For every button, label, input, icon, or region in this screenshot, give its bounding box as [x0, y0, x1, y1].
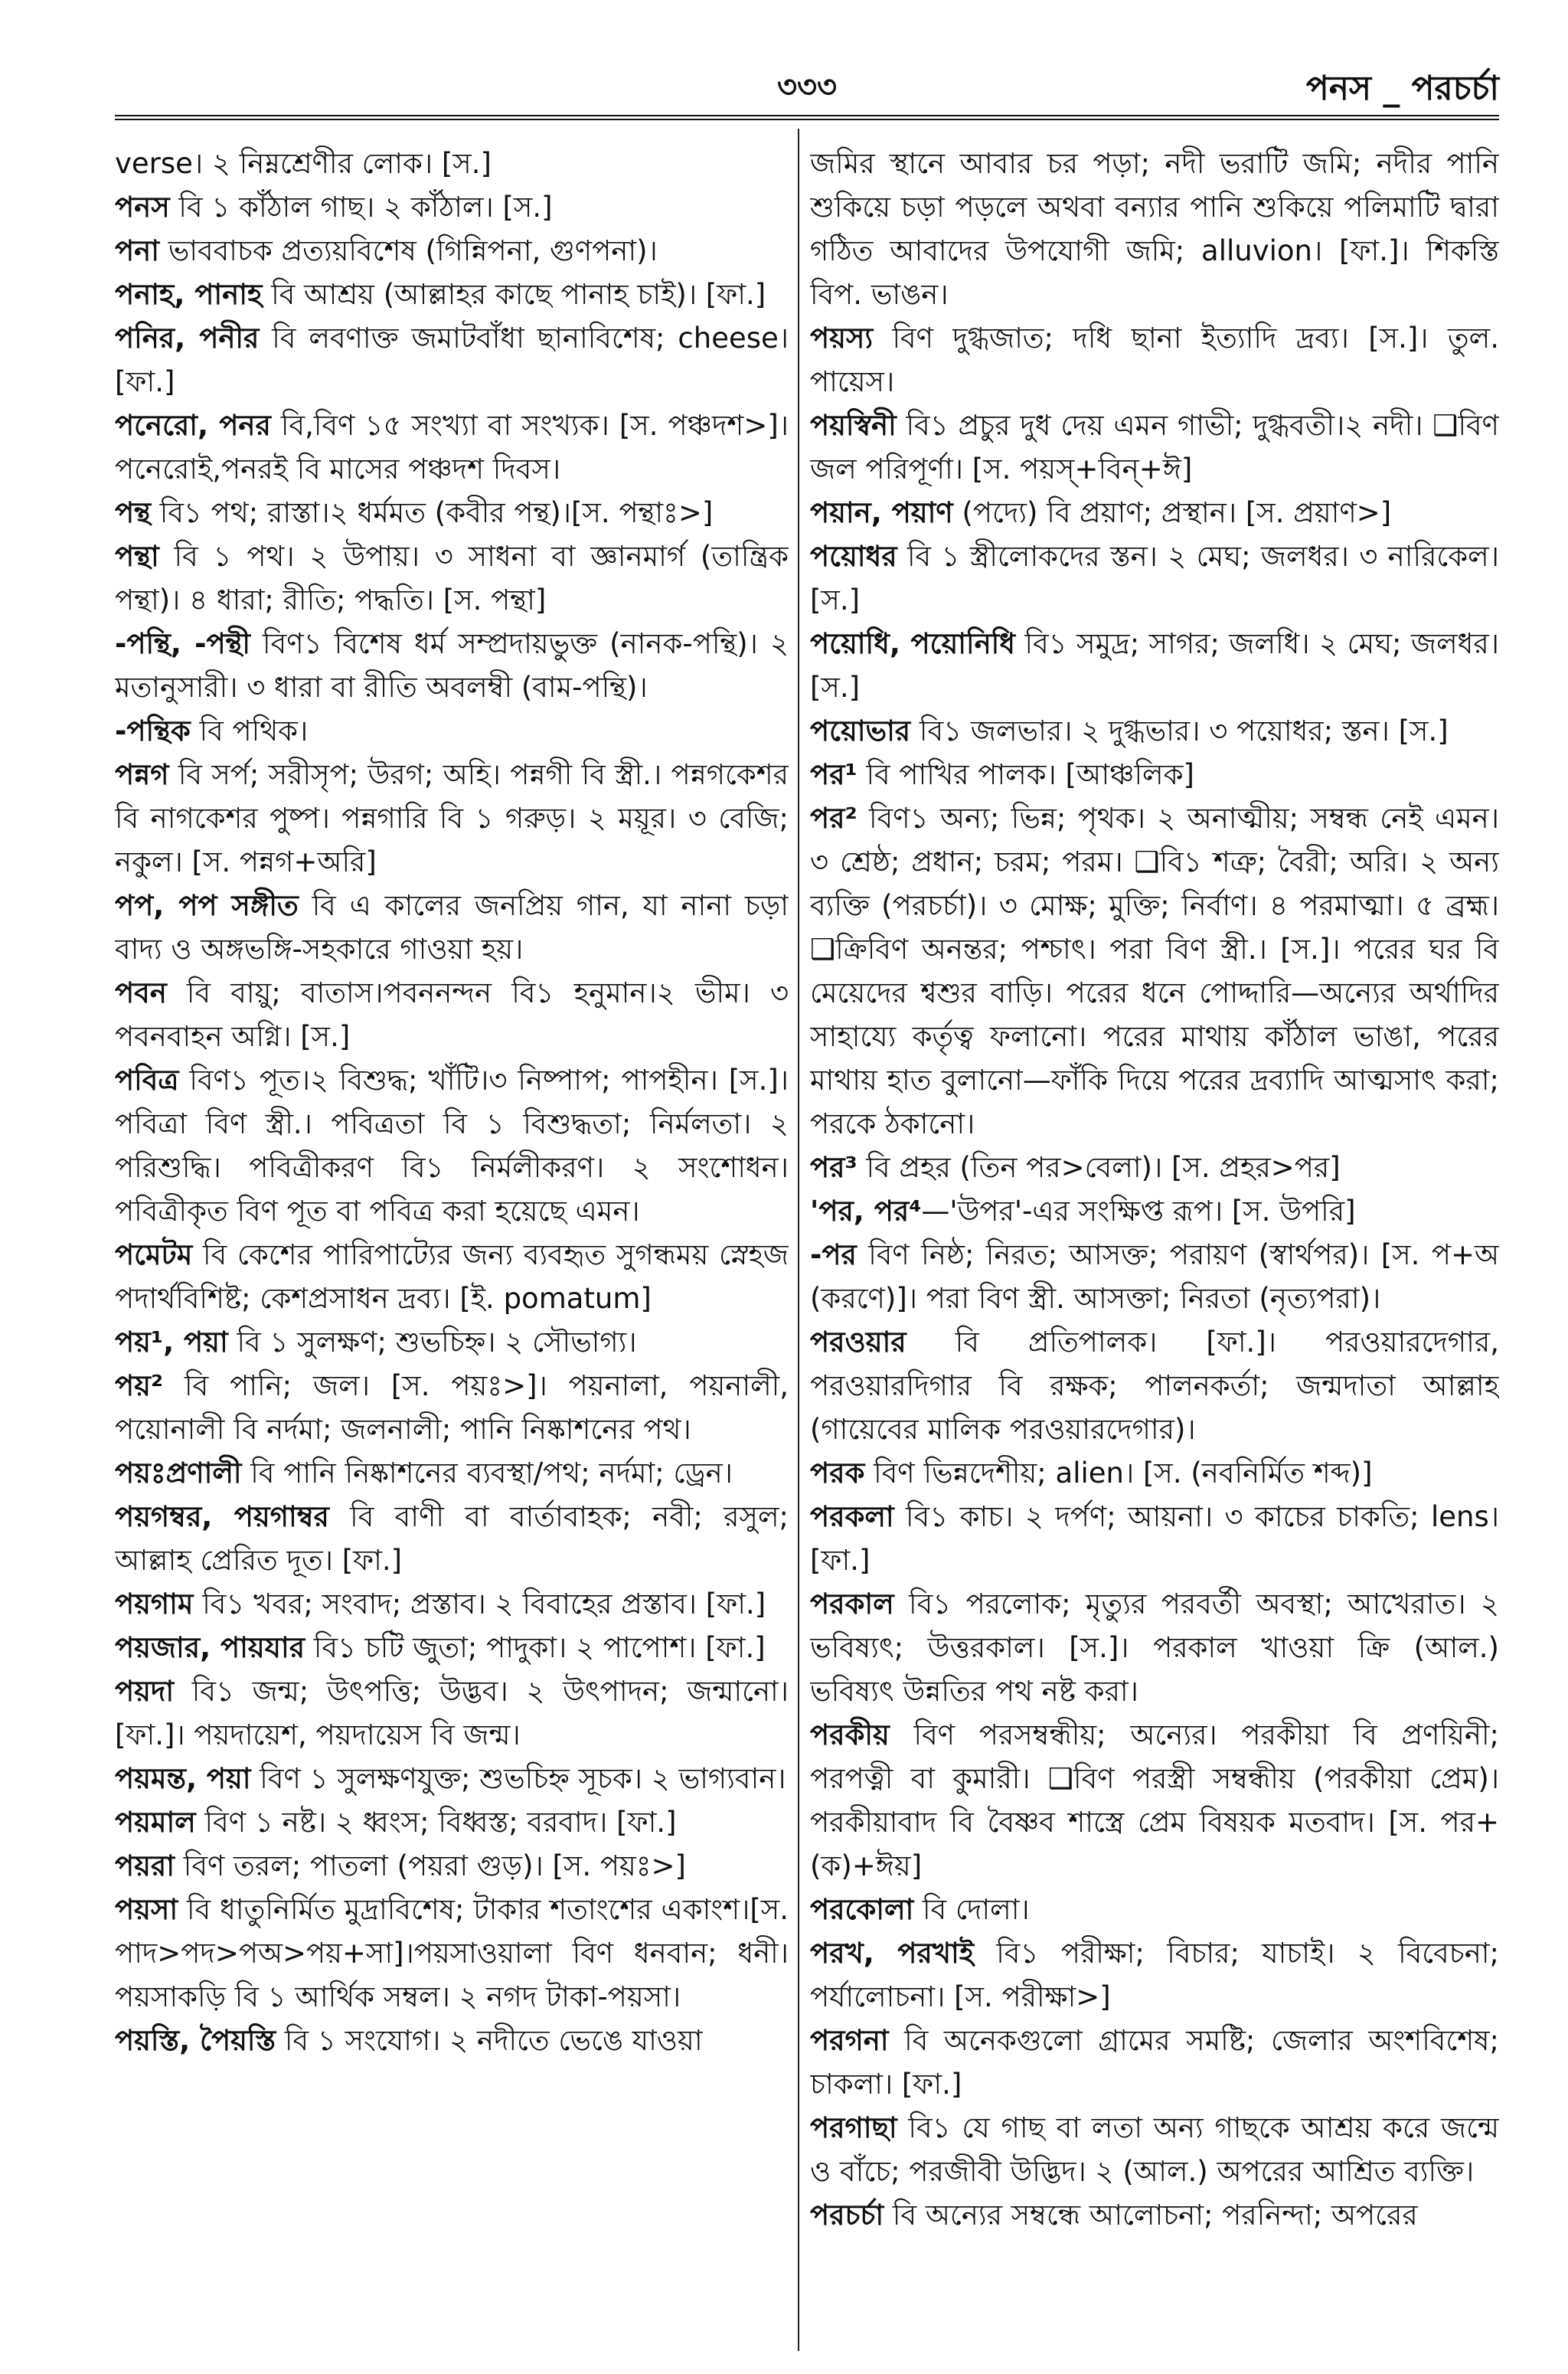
- dictionary-entry: [810, 1233, 1499, 1320]
- entry-headword: -পন্থি, -পন্থী: [115, 627, 251, 660]
- dictionary-entry: [115, 273, 789, 316]
- entry-headword: পনির, পনীর: [115, 322, 260, 355]
- dictionary-entry: [810, 1495, 1499, 1582]
- entry-definition: (পদ্যে) বি প্রয়াণ; প্রস্থান। [স. প্রয়াণ>]: [952, 496, 1392, 529]
- dictionary-entry: [810, 1146, 1499, 1189]
- entry-definition: বিণ ১ নষ্ট। ২ ধ্বংস; বিধ্বস্ত; বরবাদ। [ফা.]: [195, 1806, 677, 1839]
- dictionary-entry: [810, 2019, 1499, 2106]
- dictionary-entry: [115, 709, 789, 753]
- dictionary-entry: [810, 1888, 1499, 1931]
- guide-words: পনস _ পরচর্চা: [1305, 69, 1499, 108]
- entry-definition: বি পথিক।: [190, 714, 309, 747]
- dictionary-entry: [115, 316, 789, 404]
- entry-definition: বি১ কাচ। ২ দর্পণ; আয়না। ৩ কাচের চাকতি; lens। [ফা.]: [810, 1500, 1499, 1577]
- entry-definition: বি১ প্রচুর দুধ দেয় এমন গাভী; দুগ্ধবতী।২ নদী। ❑বিণ জল পরিপূর্ণা। [স. পয়স্+বিন্+ঈ]: [810, 409, 1499, 486]
- entry-headword: -পন্থিক: [115, 714, 191, 747]
- dictionary-entry: [115, 1320, 789, 1364]
- entry-definition: বি দোলা।: [913, 1893, 1030, 1926]
- entry-definition: বি বাণী বা বার্তাবাহক; নবী; রসুল; আল্লাহ প্রেরিত দূত। [ফা.]: [115, 1500, 789, 1577]
- entry-definition: বিণ পরসম্বন্ধীয়; অন্যের। পরকীয়া বি প্রণয়িনী; পরপত্নী বা কুমারী। ❑বিণ পরস্ত্রী সম্বন্ধীয় (পরকীয়া প্রেম)। পরকীয়াবাদ বি বৈষ্ণব শাস্ত্রে প্রেম বিষয়ক মতবাদ। [স. পর+(ক)+ঈয়]: [810, 1718, 1499, 1882]
- entry-headword: পয়স্য: [810, 322, 874, 355]
- dictionary-entry: [115, 1844, 789, 1888]
- entry-headword: পরখ, পরখাই: [810, 1937, 974, 1970]
- entry-headword: পন্থ: [115, 496, 151, 529]
- dictionary-entry: [115, 1451, 789, 1495]
- entry-headword: পয়স্তি, পৈয়স্তি: [115, 2024, 276, 2057]
- entry-definition: বি১ খবর; সংবাদ; প্রস্তাব। ২ বিবাহের প্রস্তাব। [ফা.]: [193, 1588, 766, 1620]
- entry-headword: পয়গম্বর, পয়গাম্বর: [115, 1500, 329, 1533]
- entry-definition: বিণ তরল; পাতলা (পয়রা গুড়)। [স. পয়ঃ>]: [175, 1849, 686, 1882]
- entry-definition: বি বায়ু; বাতাস।পবননন্দন বি১ হনুমান।২ ভীম। ৩ পবনবাহন অগ্নি। [স.]: [115, 976, 789, 1053]
- entry-definition: বি পানি নিষ্কাশনের ব্যবস্থা/পথ; নর্দমা; ড্রেন।: [241, 1457, 733, 1489]
- entry-headword: পন্থা: [115, 540, 159, 573]
- entry-headword: পয়মন্ত, পয়া: [115, 1762, 251, 1795]
- entry-headword: পয়ান, পয়াণ: [810, 496, 953, 529]
- entry-definition: বি প্রহর (তিন পর>বেলা)। [স. প্রহর>পর]: [857, 1151, 1341, 1184]
- entry-headword: পরগনা: [810, 2024, 889, 2057]
- entry-definition: বি১ যে গাছ বা লতা অন্য গাছকে আশ্রয় করে জন্মে ও বাঁচে; পরজীবী উদ্ভিদ। ২ (আল.) অপরের আশ্রিত ব্যক্তি।: [810, 2111, 1499, 2188]
- entry-definition: বি এ কালের জনপ্রিয় গান, যা নানা চড়া বাদ্য ও অঙ্গভঙ্গি-সহকারে গাওয়া হয়।: [115, 889, 789, 966]
- dictionary-entry: [810, 535, 1499, 622]
- entry-definition: বি১ সমুদ্র; সাগর; জলধি। ২ মেঘ; জলধর। [স.]: [810, 627, 1499, 704]
- dictionary-entry: [115, 971, 789, 1058]
- entry-definition: বিণ ভিন্নদেশীয়; alien। [স. (নবনির্মিত শব্দ)]: [864, 1457, 1373, 1489]
- entry-definition: বিণ১ অন্য; ভিন্ন; পৃথক। ২ অনাত্মীয়; সম্বন্ধ নেই এমন। ৩ শ্রেষ্ঠ; প্রধান; চরম; পরম। ❑বি১ শত্রু; বৈরী; অরি। ২ অন্য ব্যক্তি (পরচর্চা)। ৩ মোক্ষ; মুক্তি; নির্বাণ। ৪ পরমাত্মা। ৫ ব্রহ্ম। ❑ক্রিবিণ অনন্তর; পশ্চাৎ। পরা বিণ স্ত্রী.। [স.]। পরের ঘর বি মেয়েদের শ্বশুর বাড়ি। পরের ধনে পোদ্দারি—অন্যের অর্থাদির সাহায্যে কর্তৃত্ব ফলানো। পরের মাথায় কাঁঠাল ভাঙা, পরের মাথায় হাত বুলানো—ফাঁকি দিয়ে পরের দ্রব্যাদি আত্মসাৎ করা; পরকে ঠকানো।: [810, 802, 1499, 1140]
- dictionary-entry: [115, 491, 789, 535]
- dictionary-entry: [115, 1582, 789, 1626]
- entry-headword: পরকোলা: [810, 1893, 914, 1926]
- dictionary-entry: [115, 1800, 789, 1844]
- dictionary-entry: [115, 1058, 789, 1233]
- entry-definition: বি ১ সংযোগ। ২ নদীতে ভেঙে যাওয়া: [276, 2024, 703, 2057]
- entry-headword: পরক: [810, 1457, 865, 1489]
- entry-definition: বি,বিণ ১৫ সংখ্যা বা সংখ্যক। [স. পঞ্চদশ>]।পনেরোই,পনরই বি মাসের পঞ্চদশ দিবস।: [115, 409, 789, 486]
- dictionary-entry: [115, 404, 789, 491]
- entry-definition: বি১ পরীক্ষা; বিচার; যাচাই। ২ বিবেচনা; পর্যালোচনা। [স. পরীক্ষা>]: [810, 1937, 1499, 2013]
- entry-definition: বি ধাতুনির্মিত মুদ্রাবিশেষ; টাকার শতাংশের একাংশ।[স. পাদ>পদ>পঅ>পয়+সা]।পয়সাওয়ালা বিণ ধনবান; ধনী। পয়সাকড়ি বি ১ আর্থিক সম্বল। ২ নগদ টাকা-পয়সা।: [115, 1893, 789, 2013]
- dictionary-entry: [115, 1626, 789, 1669]
- entry-definition: verse। ২ নিম্নশ্রেণীর লোক। [স.]: [115, 147, 492, 180]
- dictionary-entry: [810, 1582, 1499, 1713]
- left-column: [115, 142, 789, 2343]
- right-column: [810, 142, 1499, 2343]
- page-number: ৩৩৩: [776, 70, 838, 105]
- entry-headword: পরকীয়: [810, 1718, 890, 1751]
- dictionary-entry: [810, 1713, 1499, 1888]
- dictionary-entry: [115, 1757, 789, 1800]
- entry-headword: পনেরো, পনর: [115, 409, 271, 442]
- entry-headword: পয়ঃপ্রণালী: [115, 1457, 242, 1489]
- dictionary-entry: [115, 1364, 789, 1451]
- entry-headword: পমেটম: [115, 1238, 193, 1271]
- entry-definition: বিণ নিষ্ঠ; নিরত; আসক্ত; পরায়ণ (স্বার্থপর)। [স. প+অ (করণে)]। পরা বিণ স্ত্রী. আসক্তা; নিরতা (নৃত্যপরা)।: [810, 1238, 1499, 1315]
- entry-definition: বিণ১ পূত।২ বিশুদ্ধ; খাঁটি।৩ নিষ্পাপ; পাপহীন। [স.]। পবিত্রা বিণ স্ত্রী.। পবিত্রতা বি ১ বিশুদ্ধতা; নির্মলতা। ২ পরিশুদ্ধি। পবিত্রীকরণ বি১ নির্মলীকরণ। ২ সংশোধন। পবিত্রীকৃত বিণ পূত বা পবিত্র করা হয়েছে এমন।: [115, 1064, 789, 1228]
- dictionary-entry: [115, 622, 789, 709]
- entry-definition: বি ১ সুলক্ষণ; শুভচিহ্ন। ২ সৌভাগ্য।: [227, 1326, 637, 1359]
- entry-headword: পয়োধর: [810, 540, 897, 573]
- entry-headword: পরকলা: [810, 1500, 894, 1533]
- entry-headword: পর²: [810, 802, 858, 835]
- entry-headword: পয়²: [115, 1369, 164, 1402]
- entry-headword: পরওয়ার: [810, 1326, 906, 1359]
- entry-headword: পয়মাল: [115, 1806, 196, 1839]
- dictionary-entry: [810, 404, 1499, 491]
- dictionary-entry: [810, 491, 1499, 535]
- dictionary-entry: [115, 142, 789, 185]
- entry-headword: 'পর, পর⁴: [810, 1195, 922, 1228]
- entry-headword: পয়োভার: [810, 714, 911, 747]
- dictionary-entry: [810, 142, 1499, 316]
- entry-headword: পরগাছা: [810, 2111, 897, 2144]
- entry-headword: পরকাল: [810, 1588, 894, 1620]
- dictionary-entry: [810, 796, 1499, 1146]
- entry-headword: পনা: [115, 234, 159, 267]
- entry-headword: পবিত্র: [115, 1064, 179, 1097]
- entry-definition: বি১ চটি জুতা; পাদুকা। ২ পাপোশ। [ফা.]: [305, 1631, 766, 1664]
- dictionary-entry: [115, 1233, 789, 1320]
- entry-headword: পয়সা: [115, 1893, 178, 1926]
- dictionary-entry: [810, 753, 1499, 796]
- entry-definition: বি প্রতিপালক। [ফা.]। পরওয়ারদেগার, পরওয়ারদিগার বি রক্ষক; পালনকর্তা; জন্মদাতা আল্লাহ (গায়েবের মালিক পরওয়ারদেগার)।: [810, 1326, 1499, 1446]
- dictionary-entry: [810, 2193, 1499, 2237]
- dictionary-entry: [810, 709, 1499, 753]
- entry-definition: বি অনেকগুলো গ্রামের সমষ্টি; জেলার অংশবিশেষ; চাকলা। [ফা.]: [810, 2024, 1499, 2101]
- entry-definition: জমির স্থানে আবার চর পড়া; নদী ভরাটি জমি; নদীর পানি শুকিয়ে চড়া পড়লে অথবা বন্যার পানি শুকিয়ে পলিমাটি দ্বারা গঠিত আবাদের উপযোগী জমি; alluvion। [ফা.]। শিকস্তি বিপ. ভাঙন।: [810, 147, 1499, 311]
- dictionary-entry: [810, 1189, 1499, 1233]
- entry-headword: পপ, পপ সঙ্গীত: [115, 889, 299, 922]
- column-divider: [798, 129, 799, 2351]
- entry-definition: বি ১ কাঁঠাল গাছ। ২ কাঁঠাল। [স.]: [169, 191, 553, 224]
- entry-definition: বি ১ পথ। ২ উপায়। ৩ সাধনা বা জ্ঞানমার্গ (তান্ত্রিক পন্থা)। ৪ ধারা; রীতি; পদ্ধতি। [স. পন্থা]: [115, 540, 789, 616]
- entry-headword: পয়স্বিনী: [810, 409, 897, 442]
- entry-definition: —'উপর'-এর সংক্ষিপ্ত রূপ। [স. উপরি]: [921, 1195, 1356, 1228]
- dictionary-entry: [810, 1451, 1499, 1495]
- dictionary-entry: [115, 535, 789, 622]
- entry-headword: -পর: [810, 1238, 857, 1271]
- dictionary-entry: [810, 622, 1499, 709]
- dictionary-entry: [115, 229, 789, 273]
- dictionary-entry: [115, 1669, 789, 1757]
- dictionary-entry: [115, 185, 789, 229]
- entry-headword: পর³: [810, 1151, 858, 1184]
- entry-definition: বি পাখির পালক। [আঞ্চলিক]: [857, 758, 1194, 791]
- dictionary-entry: [115, 753, 789, 884]
- entry-headword: পর¹: [810, 758, 858, 791]
- entry-headword: পয়জার, পায়যার: [115, 1631, 305, 1664]
- entry-definition: বি পানি; জল। [স. পয়ঃ>]। পয়নালা, পয়নালী, পয়োনালী বি নর্দমা; জলনালী; পানি নিষ্কাশনের পথ।: [115, 1369, 789, 1446]
- entry-definition: বি অন্যের সম্বন্ধে আলোচনা; পরনিন্দা; অপরের: [884, 2199, 1418, 2232]
- dictionary-entry: [810, 2106, 1499, 2193]
- entry-headword: পয়গাম: [115, 1588, 194, 1620]
- entry-definition: বি কেশের পারিপাট্যের জন্য ব্যবহৃত সুগন্ধময় স্নেহজ পদার্থবিশিষ্ট; কেশপ্রসাধন দ্রব্য। [ই. pomatum]: [115, 1238, 789, 1315]
- entry-definition: বি১ জন্ম; উৎপত্তি; উদ্ভব। ২ উৎপাদন; জন্মানো। [ফা.]। পয়দায়েশ, পয়দায়েস বি জন্ম।: [115, 1675, 789, 1751]
- entry-definition: বি১ পথ; রাস্তা।২ ধর্মমত (কবীর পন্থ)।[স. পন্থাঃ>]: [150, 496, 714, 529]
- entry-definition: বি আশ্রয় (আল্লাহর কাছে পানাহ চাই)। [ফা.]: [262, 278, 766, 311]
- dictionary-entry: [810, 1931, 1499, 2019]
- entry-headword: পয়¹, পয়া: [115, 1326, 228, 1359]
- entry-definition: বি১ পরলোক; মৃত্যুর পরবর্তী অবস্থা; আখেরাত। ২ ভবিষ্যৎ; উত্তরকাল। [স.]। পরকাল খাওয়া ক্রি (আল.) ভবিষ্যৎ উন্নতির পথ নষ্ট করা।: [810, 1588, 1499, 1708]
- entry-headword: পয়োধি, পয়োনিধি: [810, 627, 1015, 660]
- dictionary-entry: [810, 316, 1499, 404]
- entry-definition: বিণ দুগ্ধজাত; দধি ছানা ইত্যাদি দ্রব্য। [স.]। তুল. পায়েস।: [810, 322, 1499, 398]
- entry-definition: বি১ জলভার। ২ দুগ্ধভার। ৩ পয়োধর; স্তন। [স.]: [910, 714, 1449, 747]
- entry-headword: পন্নগ: [115, 758, 169, 791]
- entry-headword: পবন: [115, 976, 167, 1009]
- entry-headword: পয়রা: [115, 1849, 175, 1882]
- dictionary-entry: [115, 2019, 789, 2062]
- entry-definition: বি সর্প; সরীসৃপ; উরগ; অহি। পন্নগী বি স্ত্রী.। পন্নগকেশর বি নাগকেশর পুষ্প। পন্নগারি বি ১ গরুড়। ২ ময়ূর। ৩ বেজি; নকুল। [স. পন্নগ+অরি]: [115, 758, 789, 878]
- dictionary-entry: [115, 1888, 789, 2019]
- dictionary-entry: [115, 1495, 789, 1582]
- entry-headword: পনস: [115, 191, 170, 224]
- dictionary-entry: [115, 884, 789, 971]
- entry-definition: বি ১ স্ত্রীলোকদের স্তন। ২ মেঘ; জলধর। ৩ নারিকেল। [স.]: [810, 540, 1499, 616]
- dictionary-entry: [810, 1320, 1499, 1451]
- entry-headword: পরচর্চা: [810, 2199, 884, 2232]
- entry-definition: ভাববাচক প্রত্যয়বিশেষ (গিন্নিপনা, গুণপনা)।: [158, 234, 658, 267]
- entry-headword: পয়দা: [115, 1675, 175, 1708]
- header-rule: [115, 115, 1499, 120]
- entry-definition: বি লবণাক্ত জমাটবাঁধা ছানাবিশেষ; cheese। [ফা.]: [115, 322, 789, 398]
- entry-headword: পনাহ, পানাহ: [115, 278, 263, 311]
- entry-definition: বিণ ১ সুলক্ষণযুক্ত; শুভচিহ্ন সূচক। ২ ভাগ্যবান।: [250, 1762, 786, 1795]
- entry-definition: বিণ১ বিশেষ ধর্ম সম্প্রদায়ভুক্ত (নানক-পন্থি)। ২ মতানুসারী। ৩ ধারা বা রীতি অবলম্বী (বাম-পন্থি)।: [115, 627, 789, 704]
